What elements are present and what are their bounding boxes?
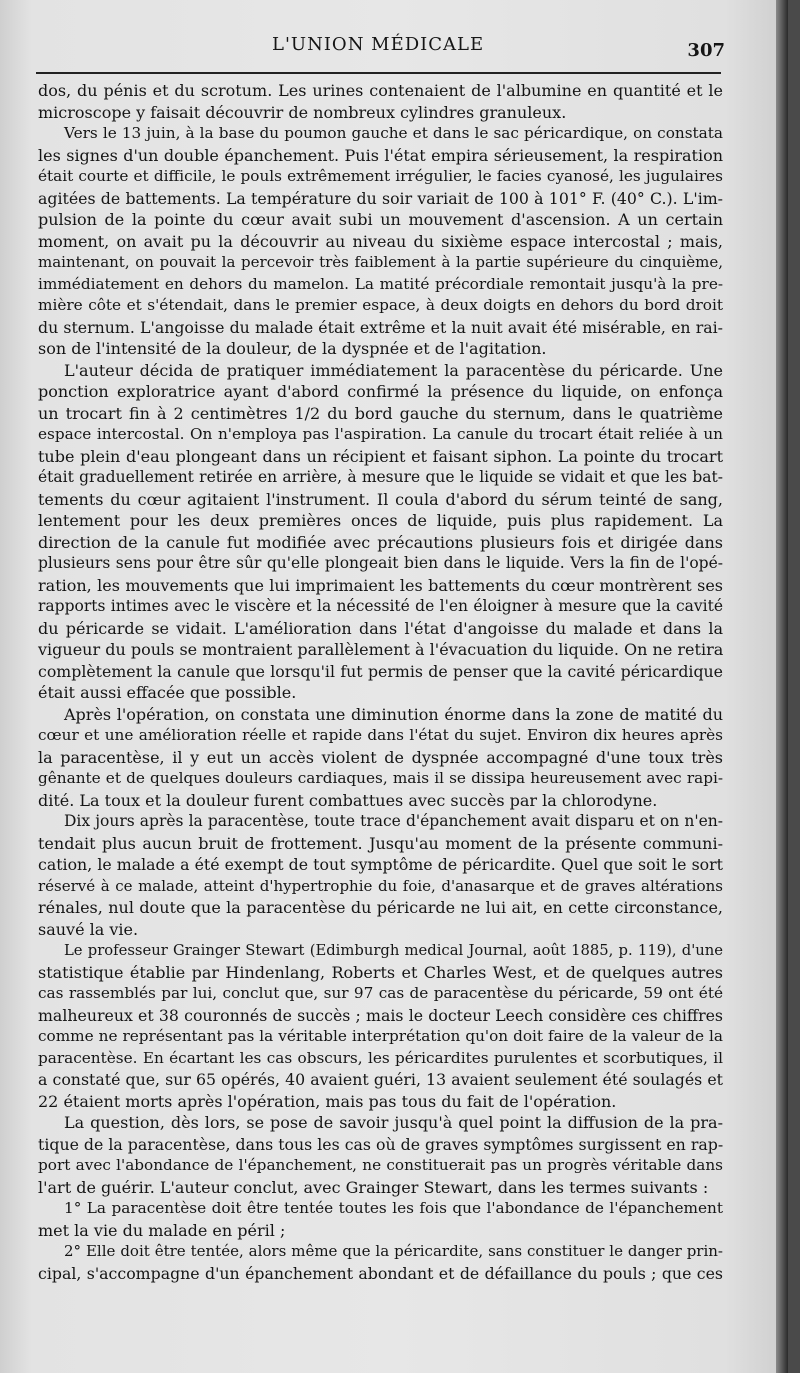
text-line: microscope y faisait découvrir de nombreux cylindres granuleux. [38, 102, 567, 122]
text-line: Après l'opération, on constata une diminution énorme dans la zone de matité du [64, 704, 723, 724]
text-line: met la vie du malade en péril ; [38, 1220, 286, 1240]
text-line: tements du cœur agitaient l'instrument. Il coula d'abord du sérum teinté de sang, [38, 489, 723, 509]
text-line: complètement la canule que lorsqu'il fut permis de penser que la cavité péricardique [38, 661, 723, 681]
text-line: statistique établie par Hindenlang, Roberts et Charles West, et de quelques autres [38, 962, 723, 982]
text-line: moment, on avait pu la découvrir au niveau du sixième espace intercostal ; mais, [38, 231, 723, 251]
page-edge-shadow [776, 0, 788, 1373]
text-line: était courte et difficile, le pouls extrêmement irrégulier, le facies cyanosé, les jugulaires [38, 167, 723, 185]
text-line: cation, le malade a été exempt de tout symptôme de péricardite. Quel que soit le sort [38, 855, 723, 874]
text-line: Vers le 13 juin, à la base du poumon gauche et dans le sac péricardique, on constata [64, 124, 723, 142]
text-line: rapports intimes avec le viscère et la nécessité de l'en éloigner à mesure que la cavité [38, 597, 723, 615]
text-line: tique de la paracentèse, dans tous les cas où de graves symptômes surgissent en rap- [38, 1134, 724, 1154]
text-line: paracentèse. En écartant les cas obscurs, les péricardites purulentes et scorbutiques, il [38, 1048, 723, 1067]
text-line: plusieurs sens pour être sûr qu'elle plongeait bien dans le liquide. Vers la fin de l'opé- [38, 554, 723, 572]
text-line: Le professeur Grainger Stewart (Edimburgh medical Journal, août 1885, p. 119), d'une [64, 942, 723, 959]
text-line: 1° La paracentèse doit être tentée toutes les fois que l'abondance de l'épanchement [64, 1199, 723, 1217]
body-text [38, 80, 723, 1284]
header-rule [36, 72, 721, 74]
text-line: sauvé la vie. [38, 919, 139, 939]
text-line: cipal, s'accompagne d'un épanchement abondant et de défaillance du pouls ; que ces [38, 1263, 723, 1283]
text-line: agitées de battements. La température du soir variait de 100 à 101° F. (40° C.). L'im- [38, 188, 723, 208]
text-line: comme ne représentant pas la véritable interprétation qu'on doit faire de la valeur de la [38, 1027, 723, 1045]
text-line: tube plein d'eau plongeant dans un récipient et faisant siphon. La pointe du trocart [38, 446, 723, 466]
text-line: cœur et une amélioration réelle et rapide dans l'état du sujet. Environ dix heures après [38, 726, 723, 744]
text-line: 22 étaient morts après l'opération, mais pas tous du fait de l'opération. [38, 1091, 617, 1111]
text-line: tendait plus aucun bruit de frottement. Jusqu'au moment de la présente communi- [38, 833, 723, 853]
page-number: 307 [687, 40, 725, 61]
text-line: 2° Elle doit être tentée, alors même que la péricardite, sans constituer le danger prin- [64, 1242, 723, 1260]
text-line: lentement pour les deux premières onces de liquide, puis plus rapidement. La [38, 511, 723, 530]
text-line: a constaté que, sur 65 opérés, 40 avaient guéri, 13 avaient seulement été soulagés et [38, 1070, 723, 1089]
text-line: direction de la canule fut modifiée avec précautions plusieurs fois et dirigée dans [38, 532, 723, 552]
text-line: immédiatement en dehors du mamelon. La matité précordiale remontait jusqu'à la pre- [38, 274, 723, 293]
text-line: vigueur du pouls se montraient parallèlement à l'évacuation du liquide. On ne retira [38, 640, 724, 659]
text-line: pulsion de la pointe du cœur avait subi un mouvement d'ascension. A un certain [38, 210, 723, 229]
text-line: son de l'intensité de la douleur, de la dyspnée et de l'agitation. [38, 339, 547, 358]
page-header [40, 34, 725, 64]
text-line: était graduellement retirée en arrière, à mesure que le liquide se vidait et que les bat- [38, 468, 723, 486]
text-line: réservé à ce malade, atteint d'hypertrophie du foie, d'anasarque et de graves altérations [38, 876, 723, 895]
text-line: un trocart fin à 2 centimètres 1/2 du bord gauche du sternum, dans le quatrième [38, 403, 723, 423]
text-line: espace intercostal. On n'employa pas l'aspiration. La canule du trocart était reliée à un [38, 425, 723, 443]
text-line: La question, dès lors, se pose de savoir jusqu'à quel point la diffusion de la pra- [64, 1113, 723, 1132]
text-line: dité. La toux et la douleur furent combattues avec succès par la chlorodyne. [38, 790, 658, 810]
text-line: dos, du pénis et du scrotum. Les urines contenaient de l'albumine en quantité et le [38, 81, 723, 100]
text-line: était aussi effacée que possible. [38, 683, 297, 702]
text-line: du péricarde se vidait. L'amélioration dans l'état d'angoisse du malade et dans la [38, 618, 723, 638]
running-title: L'UNION MÉDICALE [272, 34, 485, 55]
text-line: cas rassemblés par lui, conclut que, sur 97 cas de paracentèse du péricarde, 59 ont été [38, 984, 723, 1002]
text-line: gênante et de quelques douleurs cardiaques, mais il se dissipa heureusement avec rapi- [38, 769, 723, 787]
text-line: les signes d'un double épanchement. Puis l'état empira sérieusement, la respiration [38, 145, 723, 165]
text-line: port avec l'abondance de l'épanchement, ne constituerait pas un progrès véritable dans [38, 1156, 723, 1174]
text-line: la paracentèse, il y eut un accès violent de dyspnée accompagné d'une toux très [38, 747, 723, 767]
text-line: ration, les mouvements que lui imprimaient les battements du cœur montrèrent ses [38, 575, 723, 595]
text-line: l'art de guérir. L'auteur conclut, avec Grainger Stewart, dans les termes suivants : [38, 1177, 709, 1197]
text-line: malheureux et 38 couronnés de succès ; mais le docteur Leech considère ces chiffres [38, 1005, 723, 1025]
text-line: ponction exploratrice ayant d'abord confirmé la présence du liquide, on enfonça [38, 382, 723, 401]
text-line: mière côte et s'étendait, dans le premier espace, à deux doigts en dehors du bord droit [38, 296, 723, 314]
text-line: rénales, nul doute que la paracentèse du péricarde ne lui ait, en cette circonstance, [38, 898, 723, 917]
text-line: du sternum. L'angoisse du malade était extrême et la nuit avait été misérable, en rai- [38, 317, 723, 337]
text-line: Dix jours après la paracentèse, toute trace d'épanchement avait disparu et on n'en- [64, 812, 723, 830]
text-line: L'auteur décida de pratiquer immédiatement la paracentèse du péricarde. Une [64, 360, 723, 380]
text-line: maintenant, on pouvait la percevoir très faiblement à la partie supérieure du cinquième, [38, 253, 723, 271]
